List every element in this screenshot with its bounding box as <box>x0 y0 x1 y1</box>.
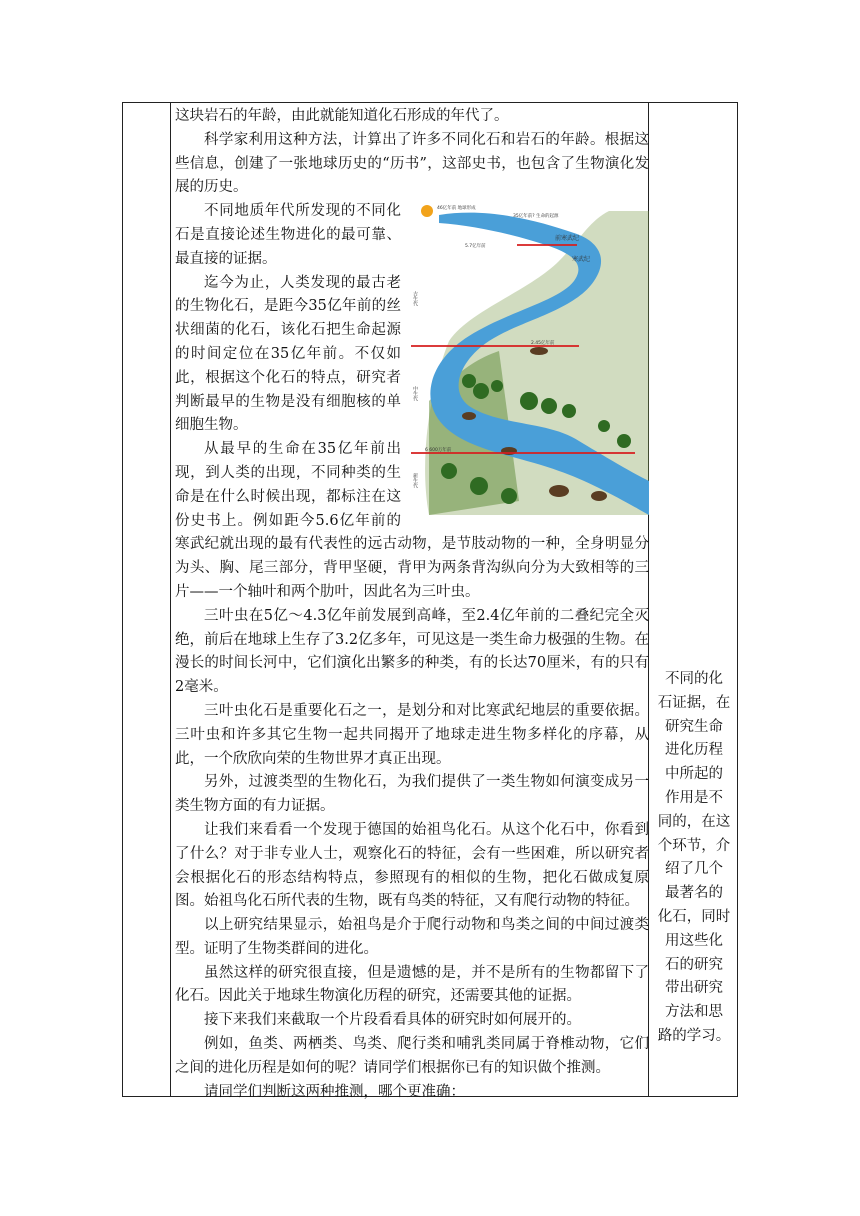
side-note-line: 个环节，介 <box>657 837 731 854</box>
side-note-line: 用这些化 <box>665 932 723 949</box>
side-note-line: 石证据，在 <box>657 694 731 711</box>
label-570: 5.7亿年前 <box>465 244 486 250</box>
paragraph: 迄今为止，人类发现的最古老的生物化石，是距今35亿年前的丝状细菌的化石，该化石把生命起源的时间定位在35亿年前。不仅如此，根据这个化石的特点，研究者判断最早的生物是没有细胞核的单细胞生物。 <box>175 274 401 434</box>
label-earth-formation: 46亿年前 地球形成 <box>437 206 476 212</box>
side-note-line: 最著名的 <box>665 885 723 902</box>
side-note-line: 进化历程 <box>665 742 723 759</box>
side-note-line: 同的，在这 <box>657 813 731 830</box>
sun-icon <box>421 205 433 217</box>
side-note-line: 石的研究 <box>665 956 723 973</box>
side-note-line: 绍了几个 <box>665 861 723 878</box>
paragraph: 虽然这样的研究很直接，但是遗憾的是，并不是所有的生物都留下了化石。因此关于地球生物演化历程的研究，还需要其他的证据。 <box>175 964 649 1005</box>
timeline-illustration <box>409 201 649 515</box>
figure-text-wrap <box>175 200 649 605</box>
era-paleozoic: 古生代 <box>412 291 418 307</box>
side-note-line: 不同的化 <box>665 671 723 687</box>
label-cambrian: 寒武纪 <box>572 256 591 264</box>
paragraph: 这块岩石的年龄，由此就能知道化石形成的年代了。 <box>175 108 509 124</box>
column-divider-1 <box>170 103 171 1096</box>
paragraph: 科学家利用这种方法，计算出了许多不同化石和岩石的年龄。根据这些信息，创建了一张地球历史的“历书”，这部史书，也包含了生物演化发展的历史。 <box>175 131 649 196</box>
paragraph: 让我们来看看一个发现于德国的始祖鸟化石。从这个化石中，你看到了什么？对于非专业人士，观察化石的特征，会有一些困难，所以研究者会根据化石的形态结构特点，参照现有的相似的生物，把化石做成复原图。始祖鸟化石所代表的生物，既有鸟类的特征，又有爬行动物的特征。 <box>175 821 649 910</box>
era-cenozoic: 新生代 <box>412 473 418 489</box>
paragraph: 不同地质年代所发现的不同化石是直接论述生物进化的最可靠、最直接的证据。 <box>175 203 401 267</box>
side-note-line: 化石，同时 <box>657 908 731 925</box>
label-precambrian: 前寒武纪 <box>555 235 580 243</box>
side-note-line: 作用是不 <box>665 789 723 806</box>
paragraph: 从最早的生命在35亿年前出现，到人类的出现，不同种类的生命是在什么时候出现，都标注在这份史书上。例如距今5.6亿年前的寒武纪就出现的最有代表性的远古动物，是节肢动物的一种，全身明显分为头、胸、尾三部分，背甲坚硬，背甲为两条背沟纵向分为大致相等的三片——一个轴叶和两个肋叶，因此名为三叶虫。 <box>175 441 649 600</box>
paragraph: 另外，过渡类型的生物化石，为我们提供了一类生物如何演变成另一类生物方面的有力证据。 <box>175 774 649 815</box>
paragraph: 三叶虫在5亿～4.3亿年前发展到高峰，至2.4亿年前的二叠纪完全灭绝，前后在地球上生存了3.2亿多年，可见这是一类生命力极强的生物。在漫长的时间长河中，它们演化出繁多的种类，有的长达70厘米，有的只有2毫米。 <box>175 607 649 696</box>
side-note-line: 方法和思 <box>665 1004 723 1021</box>
paragraph: 三叶虫化石是重要化石之一，是划分和对比寒武纪地层的重要依据。三叶虫和许多其它生物一起共同揭开了地球走进生物多样化的序幕，从此，一个欣欣向荣的生物世界才真正出现。 <box>175 702 649 767</box>
side-note-line: 中所起的 <box>665 766 723 783</box>
label-245: 2.45亿年前 <box>531 341 555 347</box>
side-note-line: 路的学习。 <box>657 1027 731 1044</box>
earth-history-timeline-figure <box>409 201 649 515</box>
main-content-cell <box>175 105 649 1104</box>
paragraph: 接下来我们来截取一个片段看看具体的研究时如何展开的。 <box>204 1012 581 1029</box>
paragraph: 例如，鱼类、两栖类、鸟类、爬行类和哺乳类同属于脊椎动物，它们之间的进化历程是如何的呢？请同学们根据你已有的知识做个推测。 <box>175 1036 649 1076</box>
label-life-origin: 35亿年前? 生命的起源 <box>513 214 559 220</box>
paragraph: 以上研究结果显示，始祖鸟是介于爬行动物和鸟类之间的中间过渡类型。证明了生物类群间的进化。 <box>175 917 649 957</box>
side-note-line: 研究生命 <box>665 718 723 735</box>
design-intent-cell <box>652 668 736 1049</box>
era-mesozoic: 中生代 <box>412 386 418 402</box>
label-66: 6 600万年前 <box>425 448 452 454</box>
paragraph: 请同学们判断这两种推测，哪个更准确： <box>204 1083 465 1100</box>
lesson-table <box>122 102 738 1100</box>
side-note-line: 带出研究 <box>665 980 723 997</box>
